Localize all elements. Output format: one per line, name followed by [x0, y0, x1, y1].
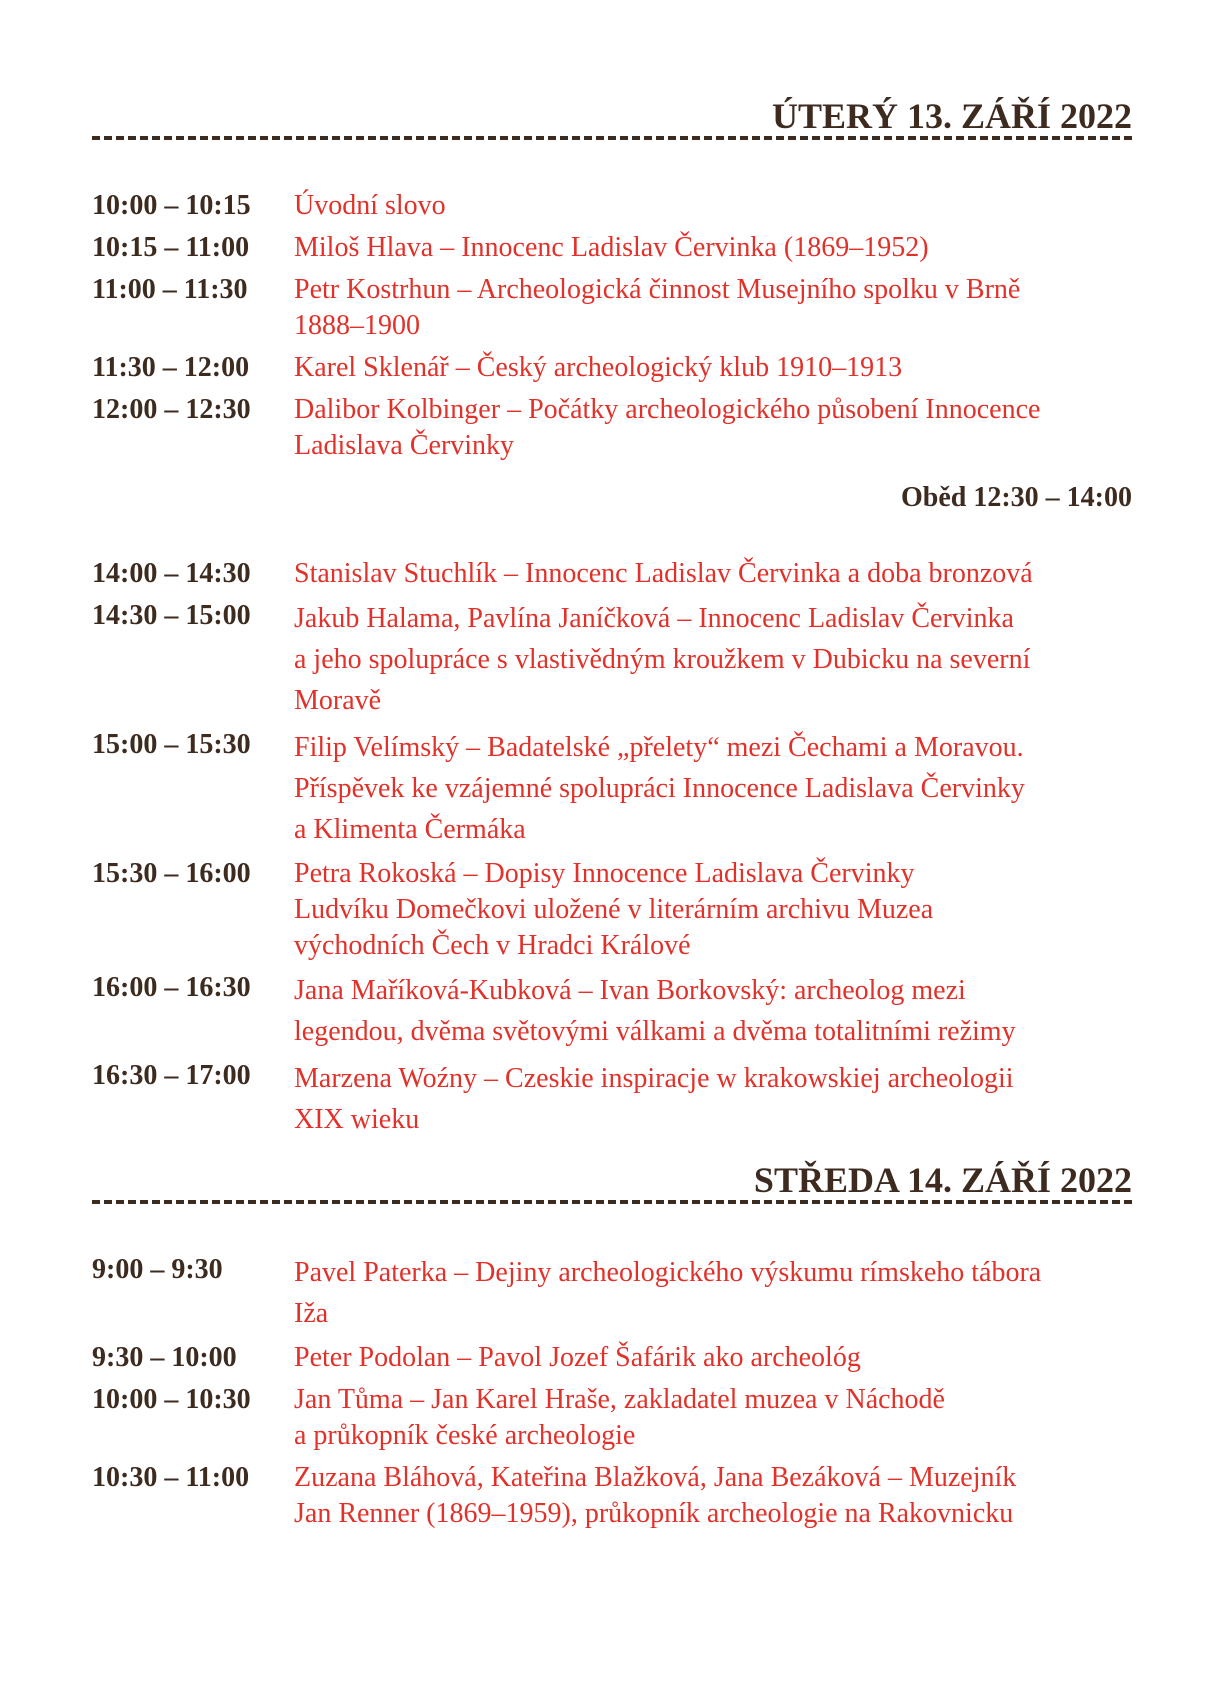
program-row — [92, 1382, 1132, 1454]
program-row — [92, 350, 1132, 386]
program-row — [92, 1252, 1132, 1334]
session-time: 12:00 – 12:30 — [92, 394, 251, 425]
program-row — [92, 392, 1132, 464]
session-time: 16:30 – 17:00 — [92, 1060, 251, 1091]
session-time: 11:30 – 12:00 — [92, 352, 250, 383]
program-row — [92, 1460, 1132, 1532]
session-time: 9:00 – 9:30 — [92, 1254, 223, 1285]
day2-divider — [92, 1200, 1132, 1204]
program-row — [92, 556, 1132, 592]
day1-afternoon-program — [92, 556, 1132, 1146]
talk-title: Miloš Hlava – Innocenc Ladislav Červinka (1869–1952) — [294, 232, 929, 263]
talk-title: Úvodní slovo — [294, 190, 446, 221]
lunch-break: Oběd 12:30 – 14:00 — [901, 482, 1132, 513]
talk-title: Zuzana Bláhová, Kateřina Blažková, Jana Bezáková – Muzejník Jan Renner (1869–1959), průkopník archeologie na Rakovnicku — [294, 1462, 1017, 1529]
talk-title: Jakub Halama, Pavlína Janíčková – Innocenc Ladislav Červinka a jeho spolupráce s vlastivědným kroužkem v Dubicku na severní Moravě — [294, 603, 1031, 716]
talk-title: Filip Velímský – Badatelské „přelety“ mezi Čechami a Moravou. Příspěvek ke vzájemné spolupráci Innocence Ladislava Červinky a Klimenta Čermáka — [294, 732, 1025, 845]
session-time: 9:30 – 10:00 — [92, 1342, 237, 1373]
program-row — [92, 856, 1132, 964]
talk-title: Dalibor Kolbinger – Počátky archeologického působení Innocence Ladislava Červinky — [294, 394, 1041, 461]
session-time: 10:00 – 10:30 — [92, 1384, 251, 1415]
talk-title: Karel Sklenář – Český archeologický klub 1910–1913 — [294, 352, 903, 383]
session-time: 10:00 – 10:15 — [92, 190, 251, 221]
talk-title: Peter Podolan – Pavol Jozef Šafárik ako archeológ — [294, 1342, 861, 1373]
program-row — [92, 230, 1132, 266]
day1-divider — [92, 136, 1132, 140]
program-row — [92, 727, 1132, 850]
program-row — [92, 1340, 1132, 1376]
talk-title: Petr Kostrhun – Archeologická činnost Musejního spolku v Brně 1888–1900 — [294, 274, 1021, 341]
program-row — [92, 598, 1132, 721]
day2-morning-program — [92, 1252, 1132, 1538]
day2-title: STŘEDA 14. ZÁŘÍ 2022 — [753, 1160, 1132, 1200]
day1-header — [92, 96, 1132, 140]
session-time: 14:00 – 14:30 — [92, 558, 251, 589]
talk-title: Jana Maříková-Kubková – Ivan Borkovský: archeolog mezi legendou, dvěma světovými válkami a dvěma totalitními režimy — [294, 975, 1016, 1047]
program-row — [92, 272, 1132, 344]
talk-title: Petra Rokoská – Dopisy Innocence Ladislava Červinky Ludvíku Domečkovi uložené v literárním archivu Muzea východních Čech v Hradci Králové — [294, 858, 934, 961]
talk-title: Pavel Paterka – Dejiny archeologického výskumu rímskeho tábora Iža — [294, 1257, 1042, 1329]
session-time: 10:15 – 11:00 — [92, 232, 250, 263]
program-row — [92, 970, 1132, 1052]
session-time: 14:30 – 15:00 — [92, 600, 251, 631]
session-time: 15:00 – 15:30 — [92, 729, 251, 760]
session-time: 15:30 – 16:00 — [92, 858, 251, 889]
session-time: 16:00 – 16:30 — [92, 972, 251, 1003]
program-row — [92, 1058, 1132, 1140]
talk-title: Marzena Woźny – Czeskie inspiracje w krakowskiej archeologii XIX wieku — [294, 1063, 1014, 1135]
day2-header — [92, 1160, 1132, 1204]
day1-title: ÚTERÝ 13. ZÁŘÍ 2022 — [771, 96, 1132, 136]
session-time: 11:00 – 11:30 — [92, 274, 248, 305]
program-row — [92, 188, 1132, 224]
day1-morning-program — [92, 188, 1132, 470]
session-time: 10:30 – 11:00 — [92, 1462, 250, 1493]
talk-title: Jan Tůma – Jan Karel Hraše, zakladatel muzea v Náchodě a průkopník české archeologie — [294, 1384, 945, 1451]
talk-title: Stanislav Stuchlík – Innocenc Ladislav Červinka a doba bronzová — [294, 558, 1033, 589]
